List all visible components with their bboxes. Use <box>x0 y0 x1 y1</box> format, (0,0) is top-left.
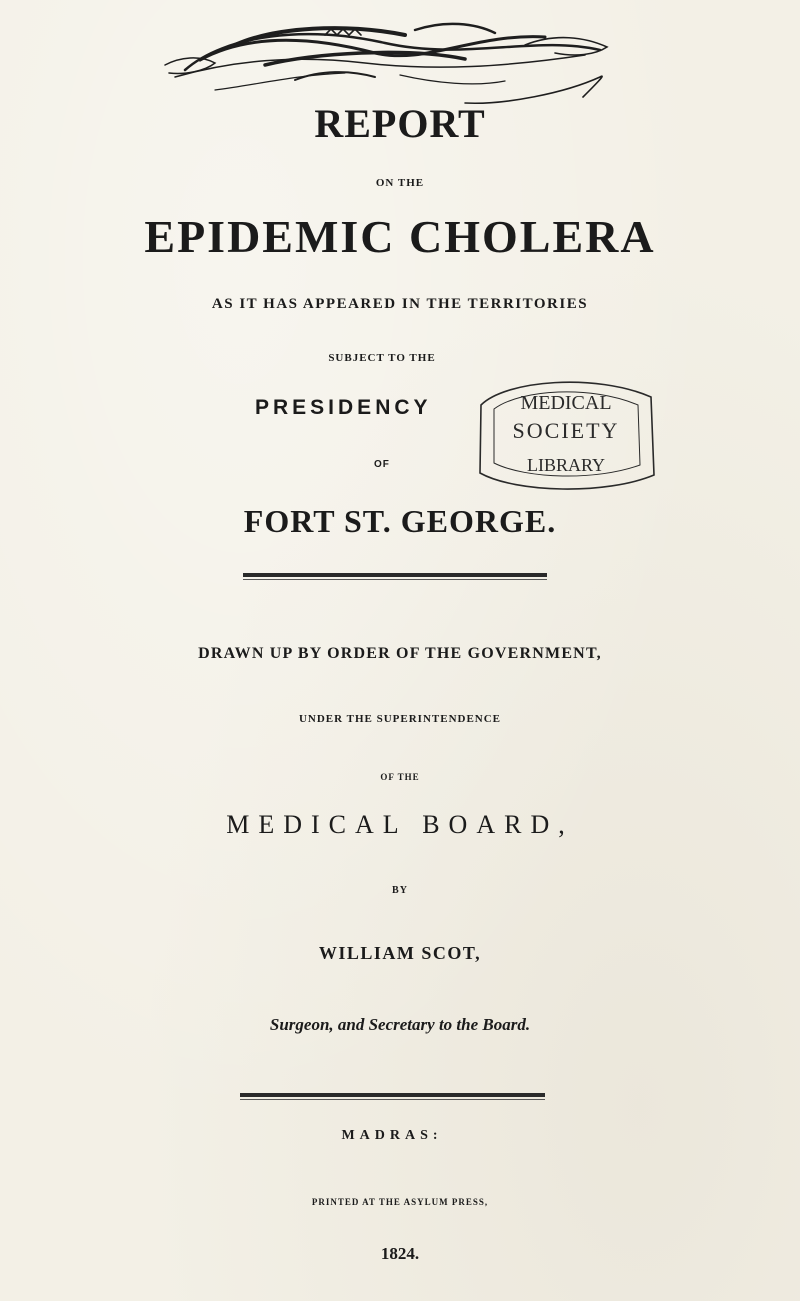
divider-rule-thin <box>243 579 547 580</box>
of-the-text: OF THE <box>380 772 420 782</box>
place-name: FORT ST. GEORGE. <box>243 503 557 539</box>
stamp-text-bottom: LIBRARY <box>526 455 606 475</box>
presidency-text: PRESIDENCY <box>255 396 432 419</box>
subtitle-line: AS IT HAS APPEARED IN THE TERRITORIES <box>211 296 589 312</box>
city-name: MADRAS: <box>341 1128 443 1143</box>
decorative-flourish <box>145 15 615 110</box>
stamp-text-middle: SOCIETY <box>512 418 620 443</box>
divider-rule <box>240 1093 545 1097</box>
printer-text: PRINTED AT THE ASYLUM PRESS, <box>311 1197 489 1207</box>
of-text: OF <box>374 459 390 470</box>
report-heading: REPORT <box>314 101 486 146</box>
on-the-text: ON THE <box>375 177 425 189</box>
library-stamp <box>466 375 661 493</box>
author-name: WILLIAM SCOT, <box>318 943 482 963</box>
by-text: BY <box>392 885 408 896</box>
author-role: Surgeon, and Secretary to the Board. <box>269 1015 531 1034</box>
subject-to-text: SUBJECT TO THE <box>328 352 436 364</box>
main-title: EPIDEMIC CHOLERA <box>144 211 656 262</box>
drawn-up-text: DRAWN UP BY ORDER OF THE GOVERNMENT, <box>198 645 602 662</box>
divider-rule <box>243 573 547 577</box>
publication-year: 1824. <box>380 1244 420 1263</box>
divider-rule-thin <box>240 1099 545 1100</box>
board-name: MEDICAL BOARD, <box>226 810 574 839</box>
stamp-text-top: MEDICAL <box>520 392 612 414</box>
superintendence-text: UNDER THE SUPERINTENDENCE <box>298 713 502 725</box>
